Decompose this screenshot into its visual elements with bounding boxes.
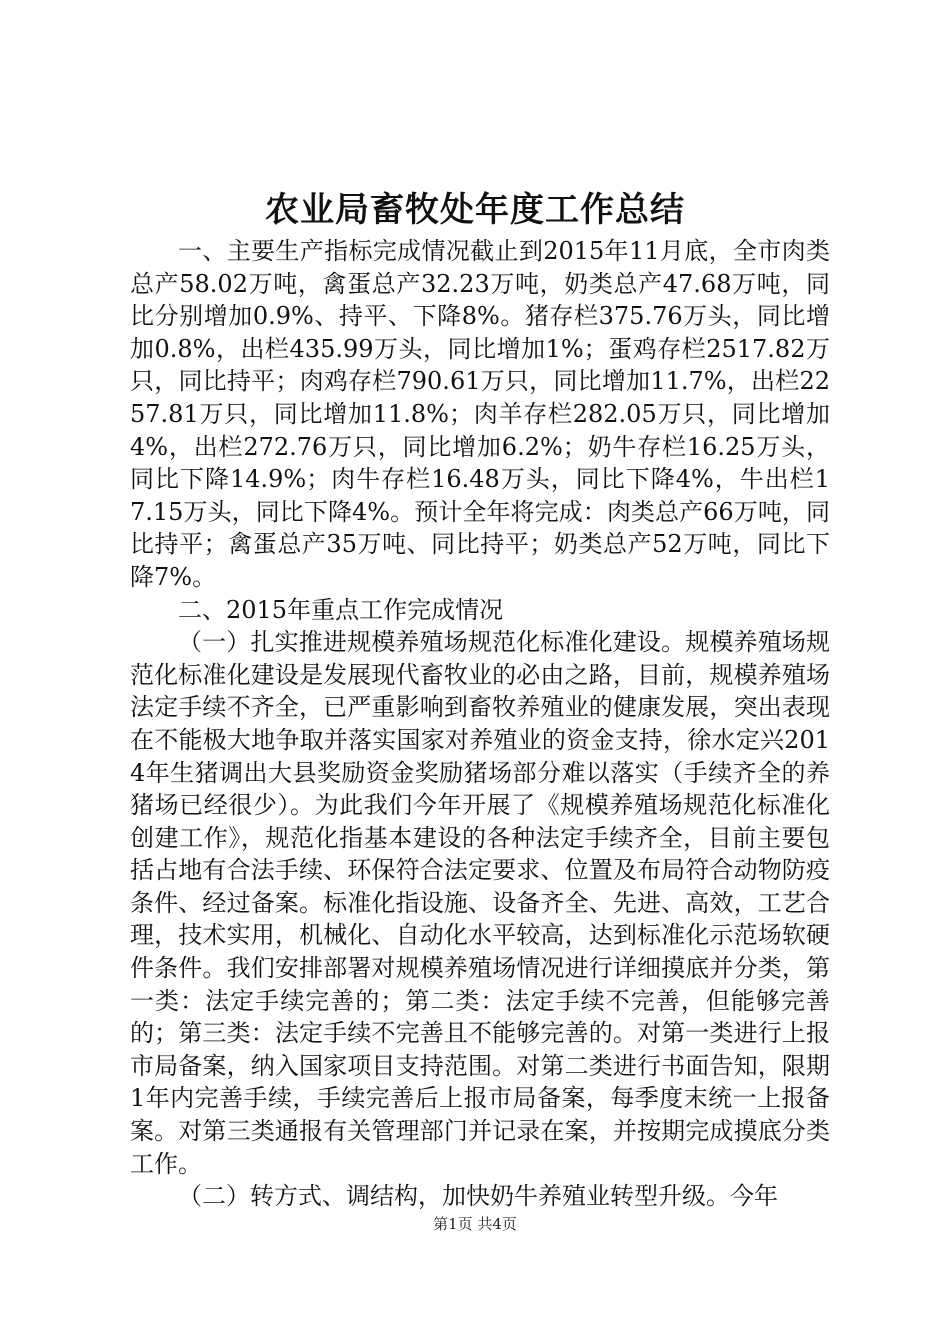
document-title: 农业局畜牧处年度工作总结 <box>265 190 685 230</box>
page-footer: 第1页 共4页 <box>433 1215 517 1233</box>
paragraph-standardization: （一）扎实推进规模养殖场规范化标准化建设。规模养殖场规范化标准化建设是发展现代畜牧业的必由之路，目前，规模养殖场法定手续不齐全，已严重影响到畜牧养殖业的健康发展，突出表现在不能极大地争取并落实国家对养殖业的资金支持，徐水定兴2014年生猪调出大县奖励资金奖励猪场部分难以落实（手续齐全的养猪场已经很少）。为此我们今年开展了《规模养殖场规范化标准化创建工作》，规范化指基本建设的各种法定手续齐全，目前主要包括占地有合法手续、环保符合法定要求、位置及布局符合动物防疫条件、经过备案。标准化指设施、设备齐全、先进、高效，工艺合理，技术实用，机械化、自动化水平较高，达到标准化示范场软硬件条件。我们安排部署对规模养殖场情况进行详细摸底并分类，第一类：法定手续完善的；第二类：法定手续不完善，但能够完善的；第三类：法定手续不完善且不能够完善的。对第一类进行上报市局备案，纳入国家项目支持范围。对第二类进行书面告知，限期1年内完善手续，手续完善后上报市局备案，每季度末统一上报备案。对第三类通报有关管理部门并记录在案，并按期完成摸底分类工作。 <box>130 628 830 1178</box>
section-heading-key-work: 二、2015年重点工作完成情况 <box>178 595 504 624</box>
paragraph-dairy-transformation: （二）转方式、调结构，加快奶牛养殖业转型升级。今年 <box>178 1182 778 1211</box>
paragraph-production-indicators: 一、主要生产指标完成情况截止到2015年11月底，全市肉类总产58.02万吨，禽蛋总产32.23万吨，奶类总产47.68万吨，同比分别增加0.9%、持平、下降8%。猪存栏375.76万头，同比增加0.8%，出栏435.99万头，同比增加1%；蛋鸡存栏2517.82万只，同比持平；肉鸡存栏790.61万只，同比增加11.7%，出栏2257.81万只，同比增加11.8%；肉羊存栏282.05万只，同比增加4%，出栏272.76万只，同比增加6.2%；奶牛存栏16.25万头，同比下降14.9%；肉牛存栏16.48万头，同比下降4%，牛出栏17.15万头，同比下降4%。预计全年将完成：肉类总产66万吨，同比持平；禽蛋总产35万吨、同比持平；奶类总产52万吨，同比下降7%。 <box>130 237 830 591</box>
document-body <box>130 235 830 1213</box>
